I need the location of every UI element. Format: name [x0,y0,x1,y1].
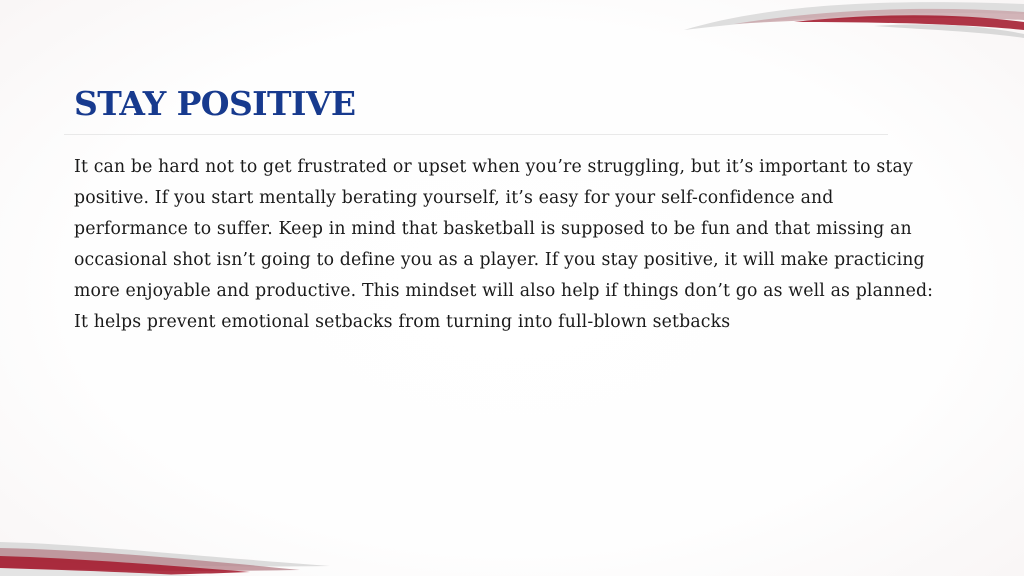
body-paragraph: It can be hard not to get frustrated or upset when you’re struggling, but it’s important to stay positive. If you start mentally berating yourself, it’s easy for your self-confidence and performance to suffer. Keep in mind that basketball is supposed to be fun and that missing an occasional shot isn’t going to define you as a player. If you stay positive, it will make practicing more enjoyable and productive. This mindset will also help if things don’t go as well as planned: It helps prevent emotional setbacks from turning into full-blown setbacks [74,157,934,332]
slide-title: STAY POSITIVE [74,84,356,123]
decorative-swoosh-top-right [644,0,1024,50]
decorative-swoosh-bottom-left [0,524,380,576]
title-divider [64,134,888,135]
